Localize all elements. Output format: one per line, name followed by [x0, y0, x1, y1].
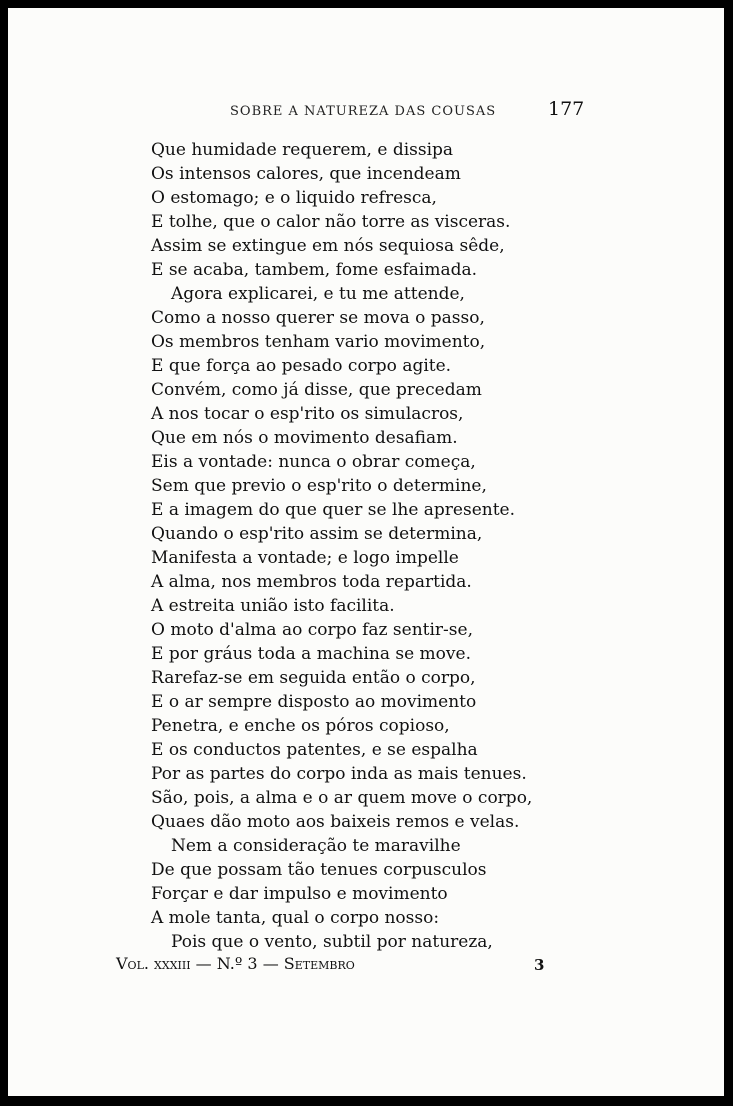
verse-line: E a imagem do que quer se lhe apresente.: [151, 500, 516, 520]
verse-line: Pois que o vento, subtil por natureza,: [171, 932, 493, 952]
verse-line: Quando o esp'rito assim se determina,: [151, 524, 483, 544]
page-number: 177: [548, 98, 585, 120]
verse-line: Assim se extingue em nós sequiosa sêde,: [151, 236, 505, 256]
verse-line: Convém, como já disse, que precedam: [151, 380, 482, 400]
verse-line: Agora explicarei, e tu me attende,: [171, 284, 465, 304]
verse-line: O moto d'alma ao corpo faz sentir-se,: [151, 620, 473, 640]
verse-line: Quaes dão moto aos baixeis remos e velas.: [151, 812, 520, 832]
verse-line: São, pois, a alma e o ar quem move o corpo,: [151, 788, 533, 808]
verse-line: Os membros tenham vario movimento,: [151, 332, 486, 352]
verse-line: E tolhe, que o calor não torre as visceras.: [151, 212, 511, 232]
verse-line: E que força ao pesado corpo agite.: [151, 356, 452, 376]
book-page: [8, 8, 724, 1096]
verse-line: E se acaba, tambem, fome esfaimada.: [151, 260, 478, 280]
verse-line: E os conductos patentes, e se espalha: [151, 740, 478, 760]
verse-line: A mole tanta, qual o corpo nosso:: [151, 908, 440, 928]
verse-line: E por gráus toda a machina se move.: [151, 644, 471, 664]
verse-line: Rarefaz-se em seguida então o corpo,: [151, 668, 476, 688]
verse-line: Penetra, e enche os póros copioso,: [151, 716, 450, 736]
verse-line: E o ar sempre disposto ao movimento: [151, 692, 477, 712]
verse-line: Sem que previo o esp'rito o determine,: [151, 476, 487, 496]
verse-line: Manifesta a vontade; e logo impelle: [151, 548, 459, 568]
verse-line: Nem a consideração te maravilhe: [171, 836, 461, 856]
verse-line: Que em nós o movimento desafiam.: [151, 428, 458, 448]
verse-line: Por as partes do corpo inda as mais tenues.: [151, 764, 527, 784]
sheet-number: 3: [534, 956, 545, 974]
verse-line: Como a nosso querer se mova o passo,: [151, 308, 485, 328]
verse-line: Os intensos calores, que incendeam: [151, 164, 461, 184]
verse-line: Que humidade requerem, e dissipa: [151, 140, 454, 160]
poem-text: [151, 138, 532, 954]
verse-line: A estreita união isto facilita.: [151, 596, 395, 616]
verse-line: Eis a vontade: nunca o obrar começa,: [151, 452, 476, 472]
running-title: SOBRE A NATUREZA DAS COUSAS: [230, 104, 497, 119]
verse-line: A alma, nos membros toda repartida.: [151, 572, 472, 592]
verse-line: A nos tocar o esp'rito os simulacros,: [151, 404, 464, 424]
verse-line: De que possam tão tenues corpusculos: [151, 860, 487, 880]
verse-line: Forçar e dar impulso e movimento: [151, 884, 448, 904]
verse-line: O estomago; e o liquido refresca,: [151, 188, 437, 208]
volume-signature: Vol. xxxiii — N.º 3 — Setembro: [116, 954, 355, 973]
